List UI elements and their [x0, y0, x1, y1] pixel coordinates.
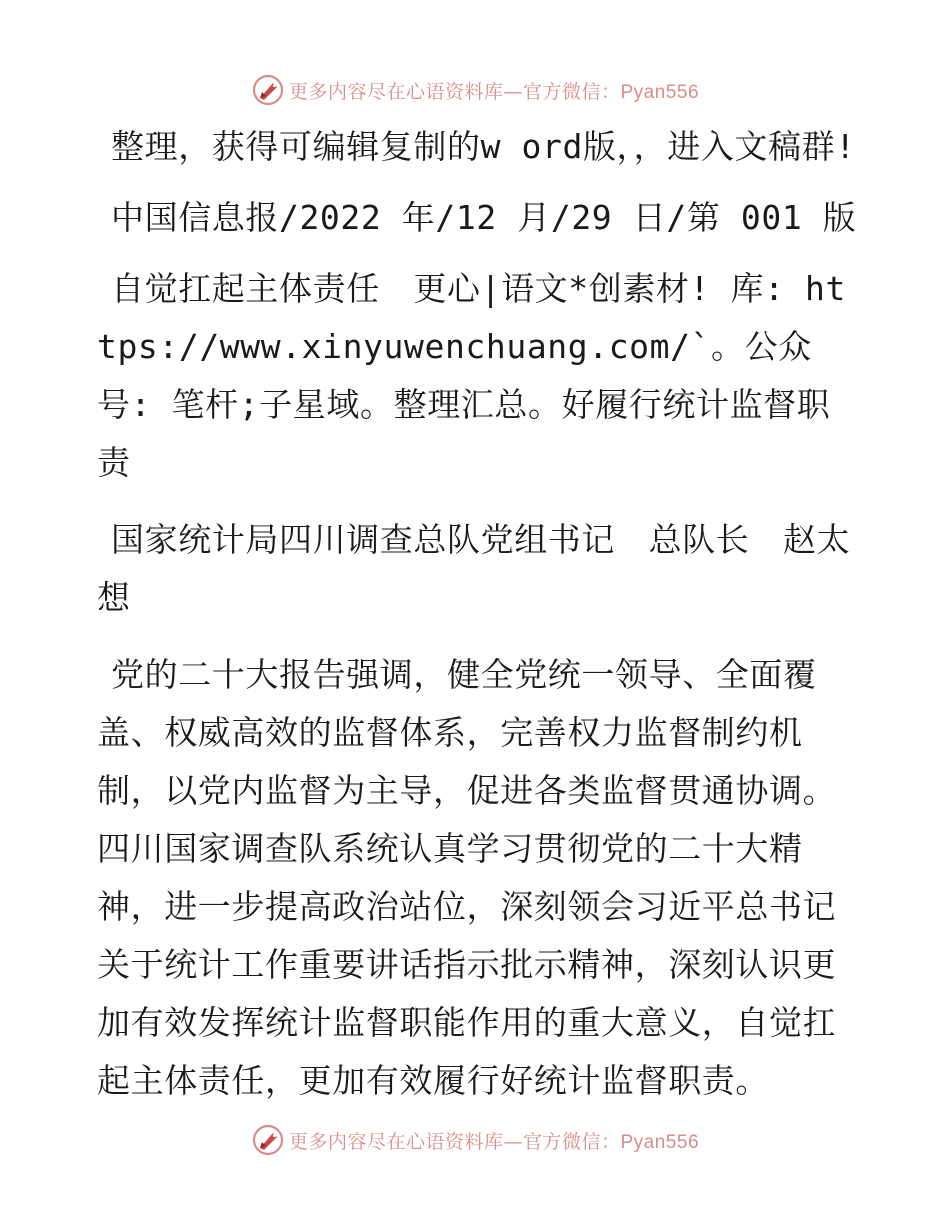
- watermark-handle: Pyan556: [620, 81, 700, 103]
- body-paragraph: 党的二十大报告强调，健全党统一领导、全面覆盖、权威高效的监督体系，完善权力监督制约机制，以党内监督为主导，促进各类监督贯通协调。四川国家调查队系统认真学习贯彻党的二十大精神，进一步提高政治站位，深刻领会习近平总书记关于统计工作重要讲话指示批示精神，深刻认识更加有效发挥统计监督职能作用的重大意义，自觉扛起主体责任，更加有效履行好统计监督职责。: [97, 655, 837, 1100]
- watermark-handle: Pyan556: [620, 1131, 700, 1153]
- article-title: 自觉扛起主体责任 更心|语文*创素材! 库: https://www.xinyuwenchuang.com/`。公众号: 笔杆;子星域。整理汇总。好履行统计监督职责: [97, 269, 846, 482]
- document-body: [97, 118, 857, 1110]
- pen-nib-icon: [251, 1123, 285, 1157]
- source-line: 中国信息报/2022 年/12 月/29 日/第 001 版: [111, 198, 857, 237]
- watermark-text: [289, 77, 699, 104]
- intro-paragraph: 整理，获得可编辑复制的w ord版，，进入文稿群!: [111, 127, 856, 166]
- author-byline: 国家统计局四川调查总队党组书记 总队长 赵太想: [97, 520, 851, 617]
- watermark-banner-top: [0, 70, 950, 110]
- watermark-text: [289, 1127, 699, 1154]
- watermark-label: 更多内容尽在心语资料库—官方微信：: [288, 1130, 621, 1153]
- watermark-banner-bottom: [0, 1120, 950, 1160]
- pen-nib-icon: [251, 73, 285, 107]
- watermark-label: 更多内容尽在心语资料库—官方微信：: [288, 80, 621, 103]
